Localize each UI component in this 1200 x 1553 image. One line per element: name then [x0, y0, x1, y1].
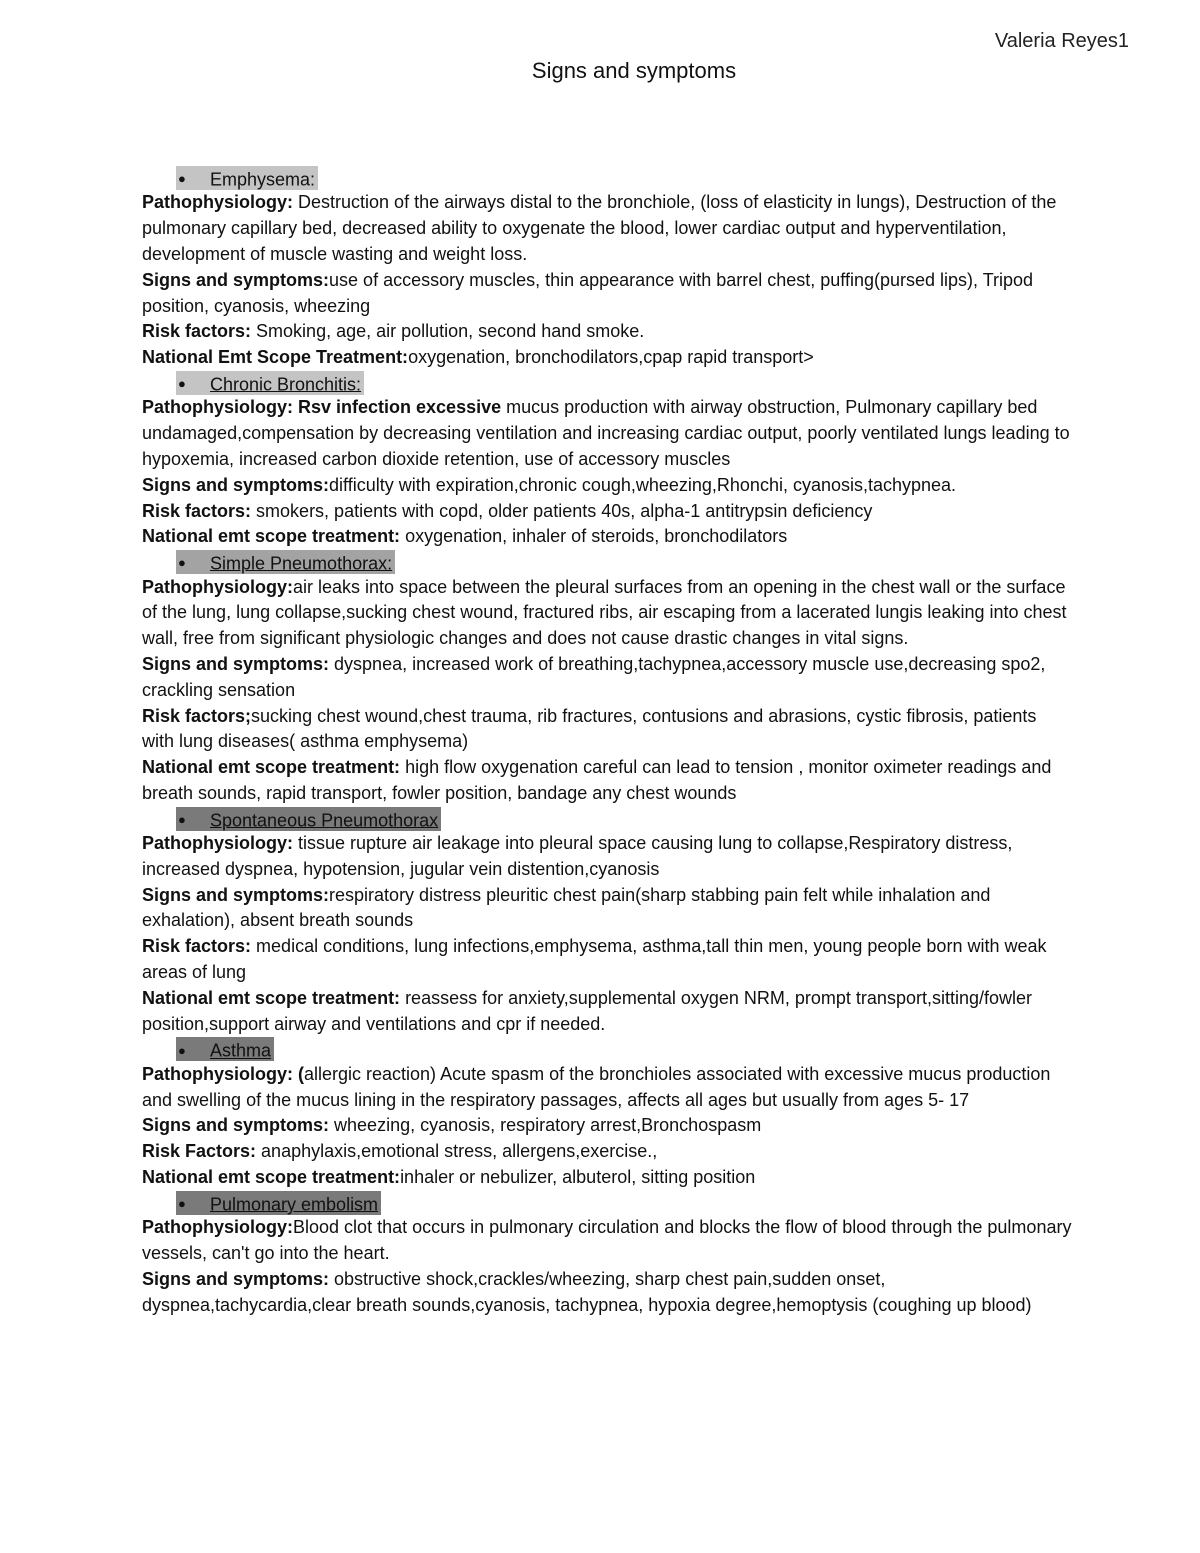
section-chronic-bronchitis — [142, 371, 1072, 550]
heading-text: Pulmonary embolism — [210, 1194, 379, 1215]
section-asthma — [142, 1037, 1072, 1190]
heading-text: Simple Pneumothorax: — [210, 553, 393, 574]
section-heading — [142, 371, 1072, 395]
pathophysiology-paragraph — [142, 395, 1072, 472]
heading-highlight — [176, 371, 364, 395]
field-text: oxygenation, inhaler of steroids, bronchodilators — [400, 526, 788, 547]
signs-symptoms-paragraph — [142, 473, 1072, 499]
field-label: Signs and symptoms: — [142, 269, 330, 290]
pathophysiology-paragraph — [142, 575, 1072, 652]
field-text: Destruction of the airways distal to the bronchiole, (loss of elasticity in lungs), Destruction of the pulmonary capillary bed, decreased ability to oxygenate the blood, lower cardiac output and hyperventilation, development of muscle wasting and weight loss. — [142, 192, 1057, 264]
pathophysiology-paragraph — [142, 1215, 1072, 1267]
signs-symptoms-paragraph — [142, 1113, 1072, 1139]
signs-symptoms-paragraph — [142, 1267, 1072, 1319]
risk-factors-paragraph — [142, 1139, 1072, 1165]
field-text: wheezing, cyanosis, respiratory arrest,Bronchospasm — [329, 1115, 762, 1136]
field-text: sucking chest wound,chest trauma, rib fractures, contusions and abrasions, cystic fibrosis, patients with lung diseases( asthma emphysema) — [142, 705, 1037, 752]
bullet-icon: ● — [178, 376, 186, 392]
risk-factors-paragraph — [142, 934, 1072, 986]
field-label: Signs and symptoms: — [142, 474, 330, 495]
bullet-icon: ● — [178, 171, 186, 187]
treatment-paragraph — [142, 1165, 1072, 1191]
field-text: use of accessory muscles, thin appearance with barrel chest, puffing(pursed lips), Tripod position, cyanosis, wheezing — [142, 269, 1034, 316]
field-text: smokers, patients with copd, older patients 40s, alpha-1 antitrypsin deficiency — [251, 500, 873, 521]
field-text: dyspnea, increased work of breathing,tachypnea,accessory muscle use,decreasing spo2, crackling sensation — [142, 653, 1046, 700]
field-text: reassess for anxiety,supplemental oxygen NRM, prompt transport,sitting/fowler position,support airway and ventilations and cpr if needed. — [142, 987, 1032, 1034]
field-label: Pathophysiology: — [142, 576, 294, 597]
section-heading — [142, 1191, 1072, 1215]
section-heading — [142, 166, 1072, 190]
field-label: Risk factors: — [142, 936, 252, 957]
signs-symptoms-paragraph — [142, 268, 1072, 320]
heading-highlight — [176, 166, 318, 190]
heading-highlight — [176, 1037, 274, 1061]
bullet-icon: ● — [178, 555, 186, 571]
section-emphysema — [142, 166, 1072, 371]
field-label: National emt scope treatment: — [142, 757, 401, 778]
field-label: Risk factors: — [142, 321, 252, 342]
risk-factors-paragraph — [142, 499, 1072, 525]
signs-symptoms-paragraph — [142, 652, 1072, 704]
field-label: Signs and symptoms: — [142, 1268, 330, 1289]
field-text: air leaks into space between the pleural surfaces from an opening in the chest wall or the surface of the lung, lung collapse,sucking chest wound, fractured ribs, air escaping from a lacerated lungis leaking into chest wall, free from significant physiologic changes and does not cause drastic changes in vital signs. — [142, 576, 1067, 649]
heading-text: Emphysema: — [210, 169, 316, 190]
section-simple-pneumothorax — [142, 550, 1072, 807]
field-label: National Emt Scope Treatment: — [142, 347, 409, 368]
field-label: Risk factors: — [142, 500, 252, 521]
field-text: medical conditions, lung infections,emphysema, asthma,tall thin men, young people born with weak areas of lung — [142, 936, 1047, 983]
field-text: high flow oxygenation careful can lead to tension , monitor oximeter readings and breath sounds, rapid transport, fowler position, bandage any chest wounds — [142, 757, 1052, 803]
field-label: Signs and symptoms: — [142, 884, 330, 905]
pathophysiology-paragraph — [142, 1062, 1072, 1114]
heading-text: Chronic Bronchitis: — [210, 374, 362, 395]
heading-highlight — [176, 1191, 381, 1215]
field-label: Pathophysiology: Rsv infection excessive — [142, 397, 502, 418]
treatment-paragraph — [142, 345, 1072, 371]
section-heading — [142, 1037, 1072, 1061]
risk-factors-paragraph — [142, 704, 1072, 756]
field-text: tissue rupture air leakage into pleural space causing lung to collapse,Respiratory distress, increased dyspnea, hypotension, jugular vein distention,cyanosis — [142, 833, 1013, 879]
section-heading — [142, 550, 1072, 574]
treatment-paragraph — [142, 986, 1072, 1038]
bullet-icon: ● — [178, 1042, 186, 1058]
risk-factors-paragraph — [142, 319, 1072, 345]
field-label: National emt scope treatment: — [142, 526, 401, 547]
field-text: oxygenation, bronchodilators,cpap rapid transport> — [408, 347, 814, 368]
field-label: National emt scope treatment: — [142, 1167, 401, 1188]
section-heading — [142, 807, 1072, 831]
field-text: respiratory distress pleuritic chest pain(sharp stabbing pain felt while inhalation and exhalation), absent breath sounds — [142, 884, 991, 931]
bullet-icon: ● — [178, 1196, 186, 1212]
field-label: Pathophysiology: ( — [142, 1063, 304, 1084]
document-body — [142, 166, 1072, 1318]
header-author-name: Valeria Reyes1 — [994, 30, 1129, 52]
heading-text: Asthma — [210, 1040, 272, 1061]
field-text: Smoking, age, air pollution, second hand smoke. — [251, 321, 645, 342]
field-text: mucus production with airway obstruction, Pulmonary capillary bed undamaged,compensation by decreasing ventilation and increasing cardiac output, poorly ventilated lungs leading to hypoxemia, increased carbon dioxide retention, use of accessory muscles — [142, 397, 1070, 469]
field-text: Blood clot that occurs in pulmonary circulation and blocks the flow of blood through the pulmonary vessels, can't go into the heart. — [142, 1217, 1072, 1264]
document-title: Signs and symptoms — [531, 58, 737, 83]
field-label: National emt scope treatment: — [142, 987, 401, 1008]
heading-highlight — [176, 550, 395, 574]
pathophysiology-paragraph — [142, 831, 1072, 883]
section-pulmonary-embolism — [142, 1191, 1072, 1319]
field-label: Signs and symptoms: — [142, 1115, 330, 1136]
field-text: allergic reaction) Acute spasm of the bronchioles associated with excessive mucus production and swelling of the mucus lining in the respiratory passages, affects all ages but usually from ages 5- 17 — [142, 1063, 1051, 1110]
signs-symptoms-paragraph — [142, 883, 1072, 935]
field-text: anaphylaxis,emotional stress, allergens,exercise., — [256, 1141, 658, 1162]
field-label: Pathophysiology: — [142, 1217, 294, 1238]
pathophysiology-paragraph — [142, 190, 1072, 267]
treatment-paragraph — [142, 524, 1072, 550]
field-label: Pathophysiology: — [142, 833, 294, 854]
field-text: inhaler or nebulizer, albuterol, sitting position — [400, 1167, 756, 1188]
section-spontaneous-pneumothorax — [142, 807, 1072, 1038]
field-label: Signs and symptoms: — [142, 653, 330, 674]
field-label: Risk factors; — [142, 705, 252, 726]
treatment-paragraph — [142, 755, 1072, 807]
bullet-icon: ● — [178, 811, 186, 827]
field-text: difficulty with expiration,chronic cough,wheezing,Rhonchi, cyanosis,tachypnea. — [329, 474, 957, 495]
heading-text: Spontaneous Pneumothorax — [210, 809, 439, 830]
field-text: obstructive shock,crackles/wheezing, sharp chest pain,sudden onset, dyspnea,tachycardia,clear breath sounds,cyanosis, tachypnea, hypoxia degree,hemoptysis (coughing up blood) — [142, 1268, 1032, 1315]
field-label: Risk Factors: — [142, 1141, 257, 1162]
heading-highlight — [176, 807, 441, 831]
field-label: Pathophysiology: — [142, 192, 294, 213]
